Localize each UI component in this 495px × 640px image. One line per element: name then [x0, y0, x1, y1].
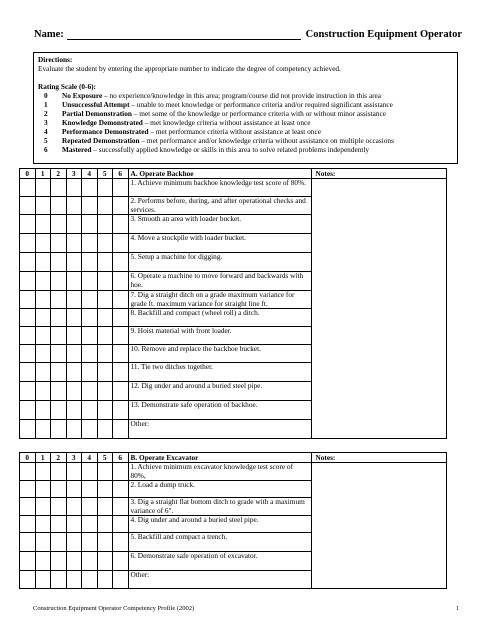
task-description: 6. Operate a machine to move forward and backwards with hoe.: [128, 272, 311, 291]
rating-number: 1: [44, 100, 48, 109]
rating-cell[interactable]: [113, 253, 129, 272]
table-row: [20, 420, 447, 439]
rating-cell[interactable]: [82, 272, 98, 291]
page-header: [34, 29, 462, 43]
rating-cell[interactable]: [20, 253, 36, 272]
rating-cell[interactable]: [82, 401, 98, 420]
rating-cell[interactable]: [113, 309, 129, 327]
rating-cell[interactable]: [51, 420, 67, 439]
rating-cell[interactable]: [97, 401, 113, 420]
table-row: [20, 345, 447, 363]
rating-cell[interactable]: [82, 552, 98, 571]
rating-term: Performance Demonstrated: [62, 127, 149, 136]
rating-cell[interactable]: [35, 420, 51, 439]
rating-scale-item: [38, 127, 453, 136]
rating-cell[interactable]: [20, 481, 36, 498]
rating-cell[interactable]: [20, 552, 36, 571]
notes-cell[interactable]: [311, 552, 446, 571]
rating-cell[interactable]: [51, 234, 67, 253]
rating-cell[interactable]: [35, 253, 51, 272]
task-description: 7. Dig a straight ditch on a grade maximum variance for grade ft. maximum variance for straight line ft.: [128, 291, 311, 309]
rating-description: – met knowledge criteria without assistance at least once: [142, 118, 311, 127]
rating-cell[interactable]: [82, 327, 98, 345]
table-row: [20, 197, 447, 215]
rating-cell[interactable]: [97, 571, 113, 589]
rating-cell[interactable]: [51, 309, 67, 327]
table-row: [20, 179, 447, 197]
rating-cell[interactable]: [66, 420, 82, 439]
task-description: 8. Backfill and compact (wheel roll) a ditch.: [128, 309, 311, 327]
footer-text: Construction Equipment Operator Competency Profile (2002): [33, 605, 195, 612]
notes-cell[interactable]: [311, 291, 446, 309]
rating-cell[interactable]: [20, 382, 36, 401]
rating-cell[interactable]: [35, 552, 51, 571]
directions-box: [33, 52, 458, 164]
rating-column-header: 3: [66, 453, 82, 463]
task-description: 2. Load a dump truck.: [128, 481, 311, 498]
notes-header: Notes:: [311, 169, 446, 179]
directions-text: Evaluate the student by entering the appropriate number to indicate the degree of competency achieved.: [38, 64, 341, 73]
rating-cell[interactable]: [66, 463, 82, 481]
page-footer: [33, 605, 459, 612]
notes-cell[interactable]: [311, 272, 446, 291]
rating-cell[interactable]: [97, 420, 113, 439]
rating-cell[interactable]: [35, 215, 51, 234]
rating-cell[interactable]: [97, 253, 113, 272]
notes-cell[interactable]: [311, 363, 446, 382]
rating-cell[interactable]: [20, 291, 36, 309]
rating-cell[interactable]: [35, 571, 51, 589]
task-description: 13. Demonstrate safe operation of backhoe.: [128, 401, 311, 420]
notes-cell[interactable]: [311, 401, 446, 420]
rating-cell[interactable]: [66, 533, 82, 552]
rating-column-header: 4: [82, 453, 98, 463]
rating-scale-list: [38, 91, 453, 154]
rating-cell[interactable]: [113, 481, 129, 498]
rating-description: – unable to meet knowledge or performance criteria and/or required significant assistance: [129, 100, 393, 109]
rating-cell[interactable]: [51, 363, 67, 382]
rating-column-header: 2: [51, 453, 67, 463]
rating-cell[interactable]: [66, 215, 82, 234]
rating-cell[interactable]: [35, 498, 51, 516]
rating-cell[interactable]: [97, 309, 113, 327]
rating-column-header: 3: [66, 169, 82, 179]
rating-cell[interactable]: [35, 309, 51, 327]
rating-cell[interactable]: [66, 234, 82, 253]
rating-cell[interactable]: [51, 272, 67, 291]
rating-cell[interactable]: [66, 327, 82, 345]
document-title: Construction Equipment Operator: [305, 29, 462, 40]
rating-cell[interactable]: [82, 345, 98, 363]
table-row: [20, 272, 447, 291]
rating-cell[interactable]: [82, 363, 98, 382]
rating-cell[interactable]: [113, 382, 129, 401]
notes-cell[interactable]: [311, 382, 446, 401]
rating-cell[interactable]: [35, 234, 51, 253]
rating-cell[interactable]: [35, 463, 51, 481]
rating-cell[interactable]: [82, 253, 98, 272]
rating-column-header: 1: [35, 169, 51, 179]
rating-cell[interactable]: [82, 420, 98, 439]
rating-cell[interactable]: [66, 516, 82, 533]
rating-cell[interactable]: [82, 291, 98, 309]
rating-description: – met some of the knowledge or performance criteria with or without minor assistance: [131, 109, 387, 118]
notes-header: Notes:: [311, 453, 446, 463]
notes-cell[interactable]: [311, 463, 446, 481]
rating-cell[interactable]: [97, 197, 113, 215]
rating-column-header: 2: [51, 169, 67, 179]
rating-cell[interactable]: [113, 272, 129, 291]
rating-cell[interactable]: [82, 481, 98, 498]
notes-cell[interactable]: [311, 179, 446, 197]
rating-number: 4: [44, 127, 48, 136]
rating-cell[interactable]: [51, 498, 67, 516]
section-a-table: [19, 168, 447, 439]
rating-cell[interactable]: [82, 215, 98, 234]
task-description: Other:: [128, 571, 311, 589]
rating-cell[interactable]: [66, 309, 82, 327]
table-row: [20, 463, 447, 481]
rating-cell[interactable]: [113, 401, 129, 420]
rating-cell[interactable]: [97, 533, 113, 552]
rating-cell[interactable]: [20, 345, 36, 363]
rating-cell[interactable]: [113, 533, 129, 552]
rating-scale-item: [38, 118, 453, 127]
rating-cell[interactable]: [113, 516, 129, 533]
rating-scale-item: [38, 136, 453, 145]
rating-scale-item: [38, 145, 453, 154]
rating-cell[interactable]: [97, 234, 113, 253]
rating-column-header: 6: [113, 169, 129, 179]
rating-cell[interactable]: [66, 253, 82, 272]
rating-cell[interactable]: [97, 272, 113, 291]
rating-cell[interactable]: [51, 533, 67, 552]
page-number: 1: [455, 605, 459, 612]
rating-cell[interactable]: [51, 291, 67, 309]
rating-cell[interactable]: [113, 498, 129, 516]
rating-cell[interactable]: [97, 179, 113, 197]
rating-term: Unsuccessful Attempt: [62, 100, 130, 109]
task-description: 4. Dig under and around a buried steel pipe.: [128, 516, 311, 533]
rating-cell[interactable]: [113, 420, 129, 439]
rating-cell[interactable]: [66, 401, 82, 420]
table-row: [20, 363, 447, 382]
rating-description: – met performance and/or knowledge criteria without assistance on multiple occasions: [139, 136, 394, 145]
task-description: 3. Smooth an area with loader bucket.: [128, 215, 311, 234]
rating-cell[interactable]: [66, 571, 82, 589]
rating-cell[interactable]: [35, 197, 51, 215]
table-row: [20, 253, 447, 272]
rating-cell[interactable]: [113, 463, 129, 481]
rating-cell[interactable]: [51, 516, 67, 533]
table-row: [20, 291, 447, 309]
rating-cell[interactable]: [20, 571, 36, 589]
rating-cell[interactable]: [66, 197, 82, 215]
rating-cell[interactable]: [66, 272, 82, 291]
rating-cell[interactable]: [66, 179, 82, 197]
rating-cell[interactable]: [35, 363, 51, 382]
notes-cell[interactable]: [311, 571, 446, 589]
rating-number: 2: [44, 109, 48, 118]
rating-scale-item: [38, 109, 453, 118]
rating-column-header: 6: [113, 453, 129, 463]
rating-cell[interactable]: [20, 363, 36, 382]
rating-cell[interactable]: [51, 345, 67, 363]
rating-cell[interactable]: [20, 215, 36, 234]
rating-cell[interactable]: [20, 420, 36, 439]
task-description: 12. Dig under and around a buried steel pipe.: [128, 382, 311, 401]
rating-cell[interactable]: [20, 179, 36, 197]
rating-cell[interactable]: [20, 516, 36, 533]
rating-term: Partial Demonstration: [62, 109, 132, 118]
rating-cell[interactable]: [51, 253, 67, 272]
table-row: [20, 309, 447, 327]
rating-cell[interactable]: [51, 197, 67, 215]
rating-cell[interactable]: [20, 197, 36, 215]
rating-cell[interactable]: [20, 401, 36, 420]
rating-cell[interactable]: [35, 481, 51, 498]
section-b-table: [19, 452, 447, 589]
task-description: 4. Move a stockpile with loader bucket.: [128, 234, 311, 253]
rating-cell[interactable]: [35, 382, 51, 401]
rating-cell[interactable]: [82, 533, 98, 552]
task-description: 9. Hoist material with front loader.: [128, 327, 311, 345]
rating-cell[interactable]: [20, 533, 36, 552]
table-row: [20, 327, 447, 345]
rating-cell[interactable]: [97, 481, 113, 498]
rating-description: – successfully applied knowledge or skills in this area to solve related problems independently: [91, 145, 370, 154]
table-row: [20, 533, 447, 552]
rating-cell[interactable]: [20, 463, 36, 481]
rating-column-header: 4: [82, 169, 98, 179]
rating-cell[interactable]: [97, 382, 113, 401]
task-description: 6. Demonstrate safe operation of excavator.: [128, 552, 311, 571]
rating-column-header: 0: [20, 453, 36, 463]
rating-scale-item: [38, 100, 453, 109]
rating-cell[interactable]: [51, 481, 67, 498]
rating-term: Repeated Demonstration: [62, 136, 140, 145]
rating-number: 0: [44, 91, 48, 100]
table-row: [20, 498, 447, 516]
rating-column-header: 5: [97, 169, 113, 179]
rating-cell[interactable]: [97, 345, 113, 363]
rating-cell[interactable]: [66, 382, 82, 401]
table-row: [20, 516, 447, 533]
task-description: 3. Dig a straight flat bottom ditch to grade with a maximum variance of 6".: [128, 498, 311, 516]
rating-cell[interactable]: [97, 463, 113, 481]
rating-cell[interactable]: [35, 327, 51, 345]
table-row: [20, 481, 447, 498]
rating-number: 5: [44, 136, 48, 145]
notes-cell[interactable]: [311, 309, 446, 327]
rating-column-header: 5: [97, 453, 113, 463]
rating-cell[interactable]: [113, 197, 129, 215]
notes-cell[interactable]: [311, 498, 446, 516]
rating-cell[interactable]: [113, 571, 129, 589]
rating-cell[interactable]: [66, 552, 82, 571]
rating-cell[interactable]: [82, 571, 98, 589]
directions-heading: Directions:: [38, 55, 73, 64]
table-row: [20, 571, 447, 589]
task-description: 11. Tie two ditches together.: [128, 363, 311, 382]
rating-cell[interactable]: [113, 363, 129, 382]
rating-column-header: 1: [35, 453, 51, 463]
rating-cell[interactable]: [97, 327, 113, 345]
task-description: 10. Remove and replace the backhoe bucket.: [128, 345, 311, 363]
rating-cell[interactable]: [51, 401, 67, 420]
rating-cell[interactable]: [51, 552, 67, 571]
notes-cell[interactable]: [311, 516, 446, 533]
task-description: 5. Backfill and compact a trench.: [128, 533, 311, 552]
rating-cell[interactable]: [35, 516, 51, 533]
rating-cell[interactable]: [35, 179, 51, 197]
rating-cell[interactable]: [66, 498, 82, 516]
task-description: 2. Performs before, during, and after operational checks and services.: [128, 197, 311, 215]
rating-number: 3: [44, 118, 48, 127]
rating-cell[interactable]: [82, 498, 98, 516]
rating-cell[interactable]: [35, 272, 51, 291]
rating-cell[interactable]: [51, 382, 67, 401]
notes-cell[interactable]: [311, 253, 446, 272]
section-title: A. Operate Backhoe: [128, 169, 311, 179]
rating-cell[interactable]: [113, 291, 129, 309]
rating-cell[interactable]: [51, 327, 67, 345]
rating-cell[interactable]: [97, 363, 113, 382]
rating-cell[interactable]: [82, 197, 98, 215]
name-label: Name:: [34, 29, 64, 40]
rating-cell[interactable]: [113, 179, 129, 197]
notes-cell[interactable]: [311, 481, 446, 498]
rating-cell[interactable]: [66, 481, 82, 498]
rating-cell[interactable]: [20, 498, 36, 516]
table-row: [20, 552, 447, 571]
rating-cell[interactable]: [97, 552, 113, 571]
rating-cell[interactable]: [97, 498, 113, 516]
rating-column-header: 0: [20, 169, 36, 179]
notes-cell[interactable]: [311, 533, 446, 552]
rating-cell[interactable]: [20, 327, 36, 345]
rating-cell[interactable]: [66, 363, 82, 382]
rating-cell[interactable]: [113, 215, 129, 234]
table-row: [20, 382, 447, 401]
table-row: [20, 401, 447, 420]
notes-cell[interactable]: [311, 345, 446, 363]
rating-cell[interactable]: [35, 345, 51, 363]
rating-cell[interactable]: [51, 179, 67, 197]
rating-cell[interactable]: [113, 552, 129, 571]
task-description: 1. Achieve minimum excavator knowledge test score of 80%,: [128, 463, 311, 481]
rating-cell[interactable]: [113, 327, 129, 345]
rating-cell[interactable]: [35, 401, 51, 420]
rating-cell[interactable]: [113, 234, 129, 253]
table-row: [20, 234, 447, 253]
name-blank-line[interactable]: [67, 39, 301, 40]
table-row: [20, 215, 447, 234]
rating-number: 6: [44, 145, 48, 154]
rating-cell[interactable]: [97, 516, 113, 533]
rating-cell[interactable]: [20, 272, 36, 291]
notes-cell[interactable]: [311, 234, 446, 253]
notes-cell[interactable]: [311, 327, 446, 345]
rating-scale-heading: Rating Scale (0-6):: [38, 82, 96, 91]
rating-cell[interactable]: [66, 345, 82, 363]
rating-cell[interactable]: [97, 215, 113, 234]
rating-scale-item: [38, 91, 453, 100]
rating-cell[interactable]: [51, 463, 67, 481]
rating-cell[interactable]: [82, 463, 98, 481]
rating-cell[interactable]: [35, 291, 51, 309]
notes-cell[interactable]: [311, 420, 446, 439]
rating-cell[interactable]: [97, 291, 113, 309]
rating-cell[interactable]: [82, 234, 98, 253]
rating-term: Knowledge Demonstrated: [62, 118, 143, 127]
task-description: 5. Setup a machine for digging.: [128, 253, 311, 272]
rating-term: Mastered: [62, 145, 92, 154]
rating-cell[interactable]: [35, 533, 51, 552]
notes-cell[interactable]: [311, 215, 446, 234]
notes-cell[interactable]: [311, 197, 446, 215]
rating-cell[interactable]: [20, 234, 36, 253]
rating-description: – no experience/knowledge in this area; program/course did not provide instruction in this area: [102, 91, 382, 100]
rating-cell[interactable]: [82, 179, 98, 197]
task-description: 1. Achieve minimum backhoe knowledge test score of 80%.: [128, 179, 311, 197]
rating-description: – met performance criteria without assistance at least once: [148, 127, 321, 136]
rating-cell[interactable]: [82, 516, 98, 533]
task-description: Other:: [128, 420, 311, 439]
rating-term: No Exposure: [62, 91, 103, 100]
rating-cell[interactable]: [113, 345, 129, 363]
rating-cell[interactable]: [20, 309, 36, 327]
rating-cell[interactable]: [82, 382, 98, 401]
section-title: B. Operate Excavator: [128, 453, 311, 463]
rating-cell[interactable]: [51, 215, 67, 234]
rating-cell[interactable]: [66, 291, 82, 309]
rating-cell[interactable]: [82, 309, 98, 327]
rating-cell[interactable]: [51, 571, 67, 589]
